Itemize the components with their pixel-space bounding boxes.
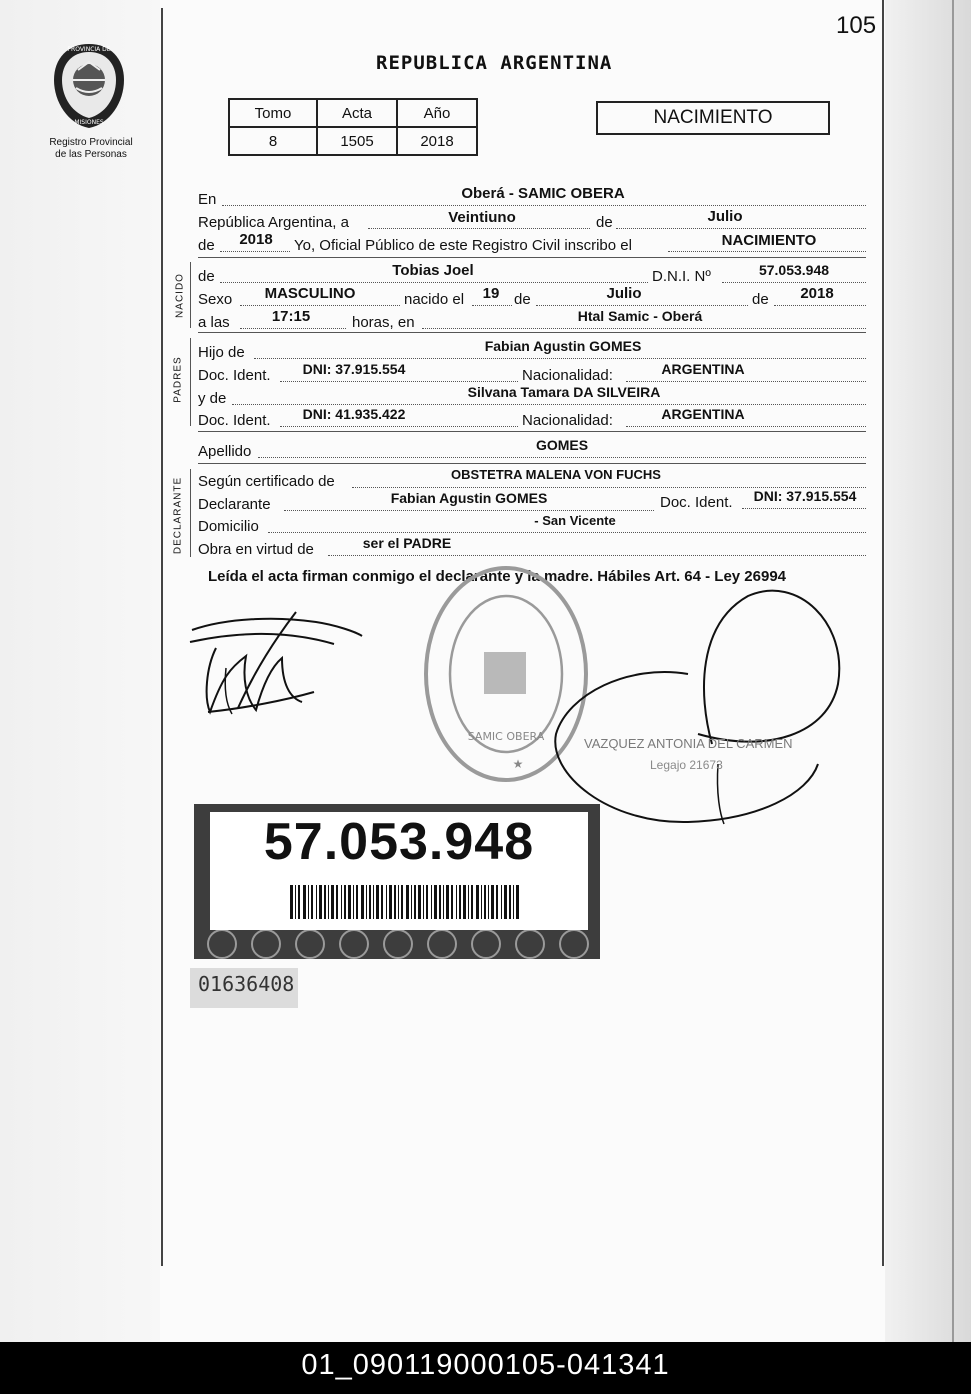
doc-ident-label: Doc. Ident. bbox=[198, 367, 271, 384]
section-bracket bbox=[190, 262, 191, 328]
section-separator bbox=[198, 332, 866, 333]
mother-nationality-value: ARGENTINA bbox=[661, 406, 745, 422]
col-header-anio: Año bbox=[397, 99, 477, 127]
child-dni-value: 57.053.948 bbox=[758, 262, 830, 278]
country-title: REPUBLICA ARGENTINA bbox=[376, 52, 613, 74]
page-right-edge bbox=[882, 0, 884, 1266]
obra-label: Obra en virtud de bbox=[198, 541, 314, 558]
doc-ident-label: Doc. Ident. bbox=[198, 412, 271, 429]
section-separator bbox=[198, 463, 866, 464]
official-name-stamp: VAZQUEZ ANTONIA DEL CARMEN bbox=[584, 736, 793, 751]
declarante-doc-value: DNI: 37.915.554 bbox=[753, 488, 857, 504]
certificado-label: Según certificado de bbox=[198, 473, 335, 490]
de-label: de bbox=[514, 291, 531, 308]
nacido-el-label: nacido el bbox=[404, 291, 465, 308]
nacido-de-label: de bbox=[198, 268, 215, 285]
birth-month-value: Julio bbox=[606, 285, 642, 302]
horas-en-label: horas, en bbox=[352, 314, 415, 331]
declarant-signature-image bbox=[186, 608, 366, 726]
act-value: NACIMIENTO bbox=[721, 232, 817, 249]
section-separator bbox=[198, 431, 866, 432]
scan-left-margin bbox=[0, 0, 160, 1342]
logo-text-top: PROVINCIA DE bbox=[67, 46, 111, 53]
page-outer-edge bbox=[952, 0, 954, 1342]
child-name-value: Tobias Joel bbox=[392, 262, 474, 279]
domicilio-value: - San Vicente bbox=[534, 513, 616, 528]
barcode-bars bbox=[290, 885, 520, 919]
nacionalidad-label: Nacionalidad: bbox=[522, 367, 613, 384]
dni-label: D.N.I. Nº bbox=[652, 268, 711, 285]
registry-caption bbox=[30, 137, 152, 161]
svg-text:★: ★ bbox=[512, 757, 524, 771]
padres-section-label: PADRES bbox=[172, 356, 184, 403]
birth-time-value: 17:15 bbox=[271, 308, 311, 325]
misiones-coat-of-arms-logo bbox=[48, 40, 130, 132]
en-label: En bbox=[198, 191, 217, 208]
page-number: 105 bbox=[836, 12, 877, 39]
scan-right-margin bbox=[885, 0, 971, 1342]
birth-year-value: 2018 bbox=[800, 285, 834, 302]
declarante-section-label: DECLARANTE bbox=[172, 476, 184, 555]
certificado-value: OBSTETRA MALENA VON FUCHS bbox=[451, 467, 661, 482]
obra-value: ser el PADRE bbox=[362, 535, 452, 551]
barcode-dni-number: 57.053.948 bbox=[263, 813, 535, 871]
section-separator bbox=[198, 257, 866, 258]
act-type-box: NACIMIENTO bbox=[596, 101, 830, 135]
a-las-label: a las bbox=[198, 314, 230, 331]
tomo-value: 8 bbox=[229, 127, 317, 155]
sexo-label: Sexo bbox=[198, 291, 233, 308]
official-legajo-stamp: Legajo 21673 bbox=[650, 758, 723, 772]
hijo-de-label: Hijo de bbox=[198, 344, 245, 361]
official-signature-image bbox=[548, 584, 858, 830]
de-label: de bbox=[596, 214, 613, 231]
declarante-value: Fabian Agustin GOMES bbox=[390, 490, 548, 506]
sexo-value: MASCULINO bbox=[264, 285, 356, 302]
logo-text-bottom: MISIONES bbox=[74, 119, 104, 126]
control-number: 01636408 bbox=[198, 972, 295, 996]
month-value: Julio bbox=[707, 208, 743, 225]
page-left-edge bbox=[161, 8, 163, 1266]
y-de-label: y de bbox=[198, 390, 227, 407]
mother-name-value: Silvana Tamara DA SILVEIRA bbox=[467, 384, 661, 400]
de2-label: de bbox=[198, 237, 215, 254]
registry-line-1: Registro Provincial bbox=[49, 137, 133, 148]
father-name-value: Fabian Agustin GOMES bbox=[484, 338, 642, 354]
scan-footer-id: 01_090119000105-041341 bbox=[0, 1342, 971, 1394]
apellido-label: Apellido bbox=[198, 443, 252, 460]
registry-line-2: de las Personas bbox=[55, 149, 127, 160]
seal-office-text: SAMIC OBERA bbox=[467, 730, 545, 743]
col-header-acta: Acta bbox=[317, 99, 397, 127]
mother-doc-value: DNI: 41.935.422 bbox=[302, 406, 406, 422]
republica-label: República Argentina, a bbox=[198, 214, 349, 231]
acta-value: 1505 bbox=[317, 127, 397, 155]
year-value: 2018 bbox=[239, 231, 273, 248]
domicilio-label: Domicilio bbox=[198, 518, 259, 535]
birth-day-value: 19 bbox=[482, 285, 500, 302]
birth-place-value: Htal Samic - Oberá bbox=[577, 308, 703, 324]
nacionalidad-label: Nacionalidad: bbox=[522, 412, 613, 429]
declarante-label: Declarante bbox=[198, 496, 271, 513]
place-value: Oberá - SAMIC OBERA bbox=[461, 185, 625, 202]
legal-text: Leída el acta firman conmigo el declarante y la madre. Hábiles Art. 64 - Ley 26994 bbox=[208, 568, 787, 585]
anio-value: 2018 bbox=[397, 127, 477, 155]
section-bracket bbox=[190, 338, 191, 426]
inscribo-text: Yo, Oficial Público de este Registro Civil inscribo el bbox=[294, 237, 632, 254]
apellido-value: GOMES bbox=[535, 437, 589, 453]
col-header-tomo: Tomo bbox=[229, 99, 317, 127]
day-words-value: Veintiuno bbox=[448, 209, 516, 226]
section-bracket bbox=[190, 469, 191, 557]
nacido-section-label: NACIDO bbox=[174, 273, 186, 318]
de-label: de bbox=[752, 291, 769, 308]
father-nationality-value: ARGENTINA bbox=[661, 361, 745, 377]
father-doc-value: DNI: 37.915.554 bbox=[302, 361, 406, 377]
registry-table bbox=[228, 98, 478, 156]
doc-ident-label: Doc. Ident. bbox=[660, 494, 733, 511]
